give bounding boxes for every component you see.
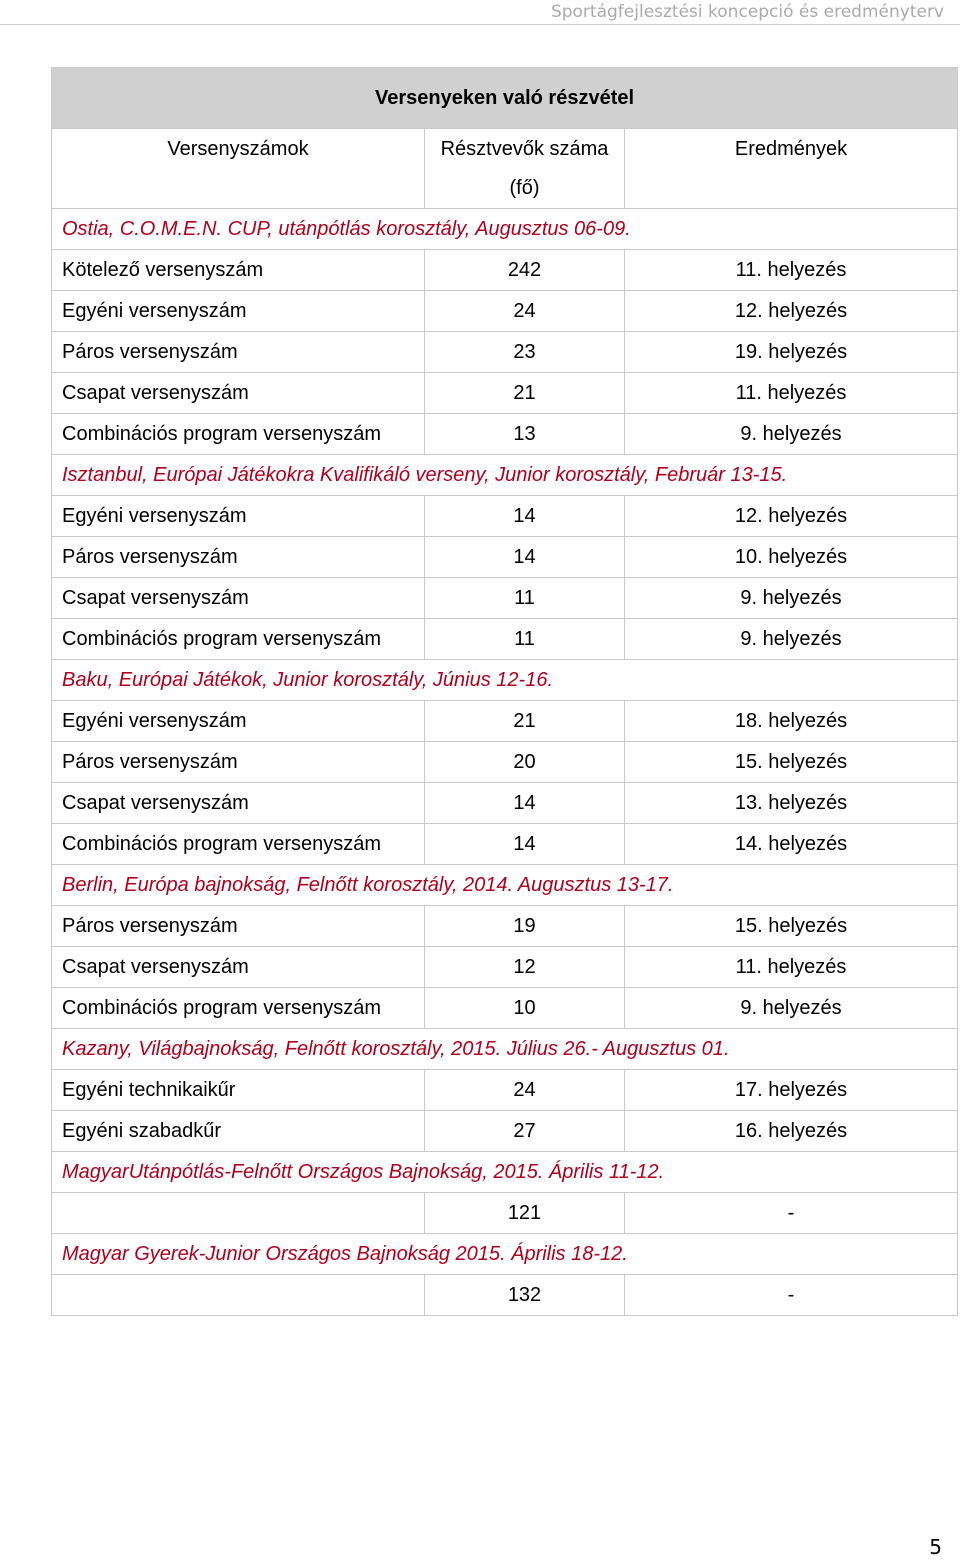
table-row <box>52 701 958 742</box>
participant-count-cell: 20 <box>425 742 625 783</box>
running-header-title: Sportágfejlesztési koncepció és eredményterv <box>550 2 944 22</box>
result-cell: 14. helyezés <box>625 824 958 865</box>
participant-count-cell: 21 <box>425 701 625 742</box>
competition-section-row <box>52 455 958 496</box>
participant-count-cell: 13 <box>425 414 625 455</box>
result-cell: 12. helyezés <box>625 496 958 537</box>
table-row <box>52 988 958 1029</box>
result-cell: 10. helyezés <box>625 537 958 578</box>
competition-name: Magyar Gyerek-Junior Országos Bajnokság 2015. Április 18-12. <box>52 1234 958 1275</box>
table-row <box>52 906 958 947</box>
column-header-row <box>52 129 958 209</box>
competition-name: Ostia, C.O.M.E.N. CUP, utánpótlás korosztály, Augusztus 06-09. <box>52 209 958 250</box>
event-name-cell: Csapat versenyszám <box>52 578 425 619</box>
page-number: 5 <box>929 1535 942 1559</box>
result-cell: 11. helyezés <box>625 947 958 988</box>
table-row <box>52 824 958 865</box>
result-cell: - <box>625 1275 958 1316</box>
result-cell: 15. helyezés <box>625 742 958 783</box>
event-name-cell: Egyéni versenyszám <box>52 701 425 742</box>
event-name-cell: Combinációs program versenyszám <box>52 619 425 660</box>
competition-section-row <box>52 1152 958 1193</box>
result-cell: 16. helyezés <box>625 1111 958 1152</box>
event-name-cell: Kötelező versenyszám <box>52 250 425 291</box>
competition-section-row <box>52 1234 958 1275</box>
participant-count-cell: 14 <box>425 496 625 537</box>
competition-name: Baku, Európai Játékok, Junior korosztály, Június 12-16. <box>52 660 958 701</box>
participant-count-cell: 24 <box>425 291 625 332</box>
table-title-row <box>52 68 958 129</box>
table-row <box>52 537 958 578</box>
participant-count-cell: 12 <box>425 947 625 988</box>
competition-name: Berlin, Európa bajnokság, Felnőtt korosztály, 2014. Augusztus 13-17. <box>52 865 958 906</box>
result-cell: 9. helyezés <box>625 619 958 660</box>
event-name-cell: Csapat versenyszám <box>52 947 425 988</box>
result-cell: 13. helyezés <box>625 783 958 824</box>
participant-count-cell: 132 <box>425 1275 625 1316</box>
result-cell: 18. helyezés <box>625 701 958 742</box>
participant-count-cell: 14 <box>425 537 625 578</box>
table-row <box>52 1111 958 1152</box>
event-name-cell: Egyéni versenyszám <box>52 291 425 332</box>
competition-section-row <box>52 660 958 701</box>
event-name-cell <box>52 1193 425 1234</box>
column-header-results: Eredmények <box>625 129 958 209</box>
event-name-cell: Combinációs program versenyszám <box>52 988 425 1029</box>
result-cell: 11. helyezés <box>625 373 958 414</box>
event-name-cell: Páros versenyszám <box>52 906 425 947</box>
competition-section-row <box>52 865 958 906</box>
table-row <box>52 783 958 824</box>
column-header-events: Versenyszámok <box>52 129 425 209</box>
participant-count-cell: 23 <box>425 332 625 373</box>
participant-count-cell: 10 <box>425 988 625 1029</box>
event-name-cell: Egyéni versenyszám <box>52 496 425 537</box>
participant-count-cell: 121 <box>425 1193 625 1234</box>
table-row <box>52 1193 958 1234</box>
result-cell: - <box>625 1193 958 1234</box>
participant-count-cell: 14 <box>425 783 625 824</box>
event-name-cell: Páros versenyszám <box>52 742 425 783</box>
table-row <box>52 1275 958 1316</box>
result-cell: 17. helyezés <box>625 1070 958 1111</box>
result-cell: 19. helyezés <box>625 332 958 373</box>
event-name-cell: Combinációs program versenyszám <box>52 824 425 865</box>
event-name-cell: Csapat versenyszám <box>52 783 425 824</box>
result-cell: 12. helyezés <box>625 291 958 332</box>
table-row <box>52 1070 958 1111</box>
table-row <box>52 619 958 660</box>
result-cell: 11. helyezés <box>625 250 958 291</box>
table-row <box>52 496 958 537</box>
competition-name: MagyarUtánpótlás-Felnőtt Országos Bajnokság, 2015. Április 11-12. <box>52 1152 958 1193</box>
participant-count-cell: 21 <box>425 373 625 414</box>
participant-count-cell: 242 <box>425 250 625 291</box>
column-header-participants: Résztvevők száma (fő) <box>425 129 625 209</box>
event-name-cell: Csapat versenyszám <box>52 373 425 414</box>
table-row <box>52 332 958 373</box>
result-cell: 9. helyezés <box>625 414 958 455</box>
participant-count-cell: 14 <box>425 824 625 865</box>
event-name-cell: Egyéni szabadkűr <box>52 1111 425 1152</box>
competition-section-row <box>52 209 958 250</box>
table-row <box>52 291 958 332</box>
event-name-cell <box>52 1275 425 1316</box>
table-row <box>52 947 958 988</box>
table-row <box>52 373 958 414</box>
competition-name: Isztanbul, Európai Játékokra Kvalifikáló verseny, Junior korosztály, Február 13-15. <box>52 455 958 496</box>
competition-results-table <box>51 67 958 1316</box>
participant-count-cell: 24 <box>425 1070 625 1111</box>
participant-count-cell: 11 <box>425 578 625 619</box>
participant-count-cell: 27 <box>425 1111 625 1152</box>
table-title: Versenyeken való részvétel <box>52 68 958 129</box>
event-name-cell: Páros versenyszám <box>52 332 425 373</box>
participant-count-cell: 19 <box>425 906 625 947</box>
participant-count-cell: 11 <box>425 619 625 660</box>
table-row <box>52 414 958 455</box>
event-name-cell: Egyéni technikaikűr <box>52 1070 425 1111</box>
result-cell: 9. helyezés <box>625 988 958 1029</box>
competition-section-row <box>52 1029 958 1070</box>
table-row <box>52 578 958 619</box>
result-cell: 9. helyezés <box>625 578 958 619</box>
event-name-cell: Páros versenyszám <box>52 537 425 578</box>
event-name-cell: Combinációs program versenyszám <box>52 414 425 455</box>
competition-name: Kazany, Világbajnokság, Felnőtt korosztály, 2015. Július 26.- Augusztus 01. <box>52 1029 958 1070</box>
table-row <box>52 742 958 783</box>
header-divider <box>0 24 960 25</box>
results-table-body <box>52 68 958 1316</box>
table-row <box>52 250 958 291</box>
result-cell: 15. helyezés <box>625 906 958 947</box>
